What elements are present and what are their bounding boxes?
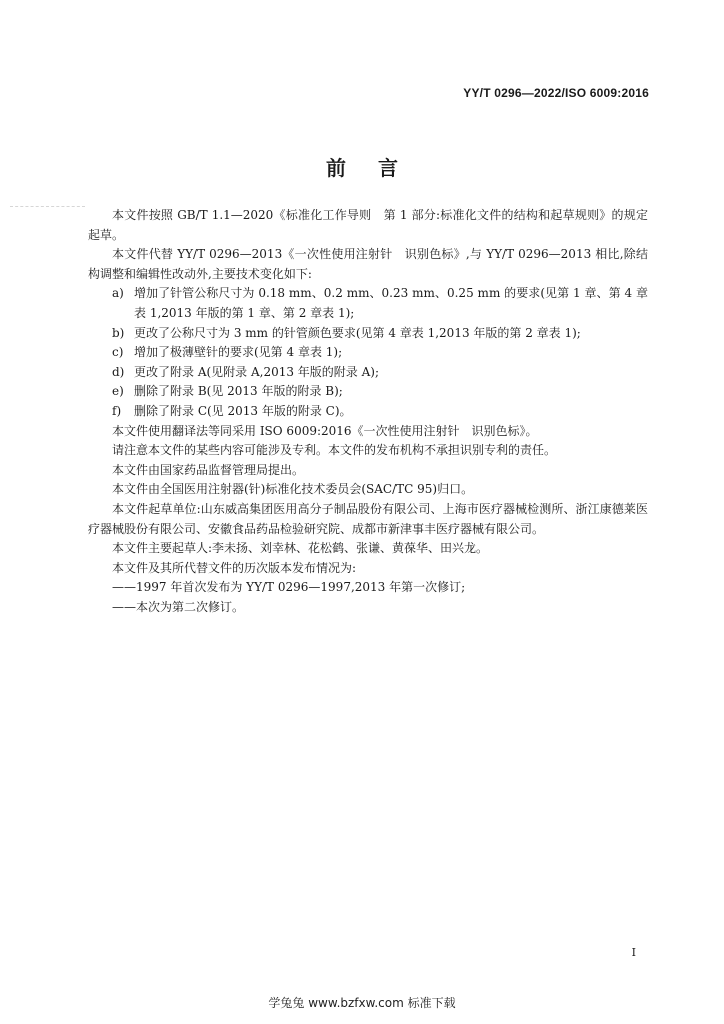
paragraph-drafting-rules: 本文件按照 GB/T 1.1—2020《标准化工作导则 第 1 部分:标准化文件的结构和起草规则》的规定起草。 — [88, 208, 648, 242]
paragraph-replacement: 本文件代替 YY/T 0296—2013《一次性使用注射针 识别色标》,与 YY/T 0296—2013 相比,除结构调整和编辑性改动外,主要技术变化如下: — [88, 247, 648, 281]
page-title — [0, 152, 724, 181]
footer-watermark: 学兔兔 www.bzfxw.com 标准下载 — [268, 996, 456, 1010]
scan-artifact-rule — [10, 206, 85, 207]
paragraph-committee: 本文件由全国医用注射器(针)标准化技术委员会(SAC/TC 95)归口。 — [112, 482, 474, 497]
list-item — [88, 363, 648, 383]
list-item — [88, 343, 648, 363]
list-text: 删除了附录 C(见 2013 年版的附录 C)。 — [134, 403, 352, 418]
standard-code: YY/T 0296—2022/ISO 6009:2016 — [463, 86, 649, 100]
list-item — [88, 402, 648, 422]
list-text: 增加了极薄壁针的要求(见第 4 章表 1); — [134, 345, 343, 360]
list-text: 删除了附录 B(见 2013 年版的附录 B); — [134, 384, 343, 399]
list-marker: b) — [112, 325, 125, 340]
paragraph-drafters: 本文件主要起草人:李未扬、刘幸林、花松鹤、张谦、黄葆华、田兴龙。 — [112, 541, 489, 556]
list-item — [88, 382, 648, 402]
list-text: 更改了公称尺寸为 3 mm 的针管颜色要求(见第 4 章表 1,2013 年版的第 2 章表 1); — [134, 325, 581, 340]
foreword-body — [88, 206, 648, 617]
paragraph-adoption: 本文件使用翻译法等同采用 ISO 6009:2016《一次性使用注射针 识别色标》。 — [112, 423, 538, 438]
paragraph-proposer: 本文件由国家药品监督管理局提出。 — [112, 462, 305, 477]
list-text: 更改了附录 A(见附录 A,2013 年版的附录 A); — [134, 364, 380, 379]
paragraph-patent-notice: 请注意本文件的某些内容可能涉及专利。本文件的发布机构不承担识别专利的责任。 — [112, 443, 557, 458]
paragraph-history: 本文件及其所代替文件的历次版本发布情况为: — [112, 560, 357, 575]
list-marker: a) — [112, 286, 124, 301]
title-char-2: 言 — [378, 156, 398, 180]
paragraph-drafting-units: 本文件起草单位:山东威高集团医用高分子制品股份有限公司、上海市医疗器械检测所、浙江康德莱医疗器械股份有限公司、安徽食品药品检验研究院、成都市新津事丰医疗器械有限公司。 — [88, 501, 648, 536]
list-item — [88, 284, 648, 323]
title-char-1: 前 — [326, 156, 346, 180]
history-item: ——本次为第二次修订。 — [112, 599, 245, 614]
list-marker: f) — [112, 403, 122, 418]
list-marker: e) — [112, 384, 124, 399]
list-marker: c) — [112, 345, 124, 360]
list-text: 增加了针管公称尺寸为 0.18 mm、0.2 mm、0.23 mm、0.25 mm 的要求(见第 1 章、第 4 章表 1,2013 年版的第 1 章、第 2 章表 1); — [134, 286, 648, 320]
list-item — [88, 324, 648, 344]
page-number: I — [631, 946, 636, 959]
list-marker: d) — [112, 364, 125, 379]
history-item: ——1997 年首次发布为 YY/T 0296—1997,2013 年第一次修订; — [112, 580, 466, 595]
